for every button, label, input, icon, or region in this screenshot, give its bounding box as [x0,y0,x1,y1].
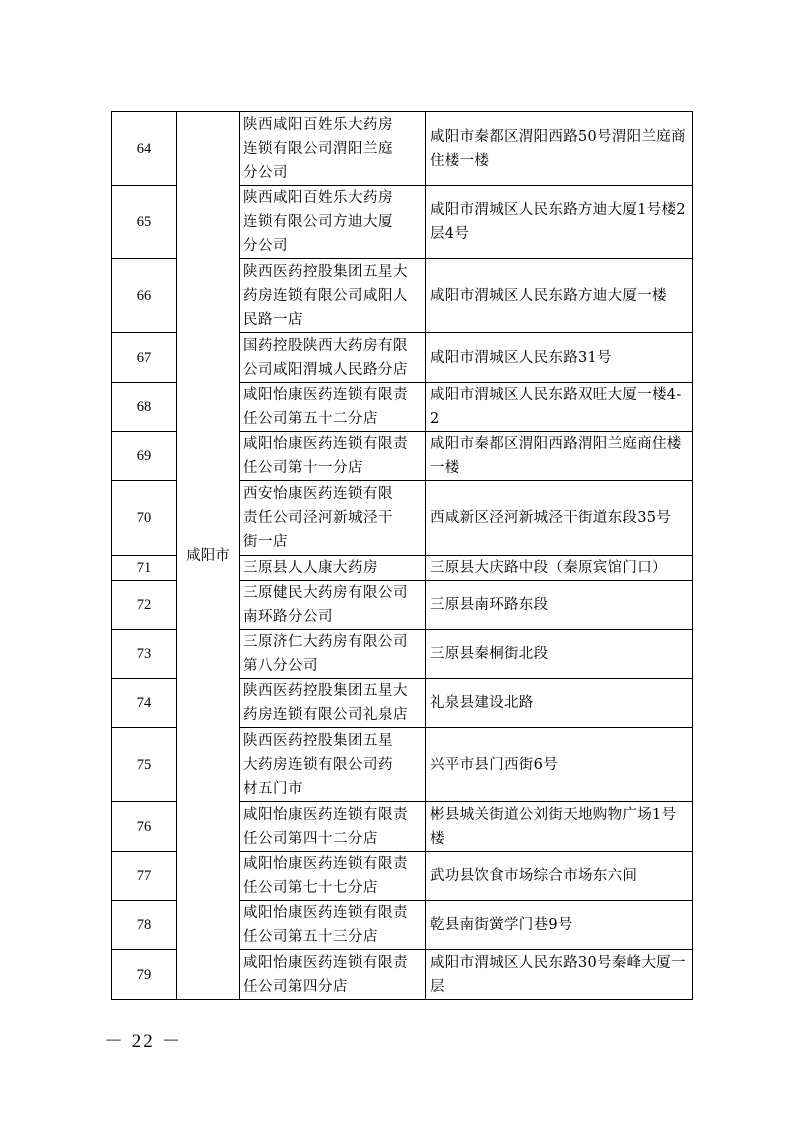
pharmacy-name-line: 咸阳怡康医药连锁有限责 [243,387,408,403]
pharmacy-name-cell [240,852,426,901]
address-text: 礼泉县建设北路 [430,695,534,711]
address-text: 咸阳市渭城区人民东路方迪大厦一楼 [430,287,667,304]
pharmacy-name-line: 三原健民大药房有限公司 [243,585,408,601]
pharmacy-name-line: 材五门市 [243,780,303,797]
pharmacy-name-line: 任公司第五十三分店 [243,929,378,945]
row-number: 69 [112,432,177,481]
address-text: 咸阳市渭城区人民东路31号 [430,349,612,366]
pharmacy-name-cell [240,679,426,728]
address-cell [426,852,693,901]
pharmacy-name-cell [240,383,426,432]
row-number: 77 [112,852,177,901]
row-number: 79 [112,950,177,1000]
row-number: 70 [112,481,177,556]
pharmacy-name-line: 陕西医药控股集团五星大 [243,683,408,699]
address-cell [426,333,693,383]
row-number: 72 [112,581,177,630]
address-cell [426,679,693,728]
row-number: 73 [112,630,177,679]
pharmacy-name-line: 咸阳怡康医药连锁有限责 [243,905,408,921]
address-text: 乾县南街黉学门巷9号 [430,917,573,933]
address-text: 三原县大庆路中段（秦原宾馆门口） [430,560,667,576]
pharmacy-name-cell [240,112,426,186]
address-text: 咸阳市秦都区渭阳西路50号渭阳兰庭商住楼一楼 [430,128,686,169]
pharmacy-name-cell [240,950,426,1000]
pharmacy-table [111,111,693,1000]
pharmacy-name-line: 咸阳怡康医药连锁有限责 [243,806,408,823]
address-text: 咸阳市渭城区人民东路30号秦峰大厦一层 [430,954,686,995]
pharmacy-name-line: 西安怡康医药连锁有限 [243,486,393,502]
row-number: 65 [112,186,177,259]
pharmacy-name-line: 民路一店 [243,311,303,328]
pharmacy-name-line: 药房连锁有限公司咸阳人 [243,287,408,304]
pharmacy-name-line: 责任公司泾河新城泾干 [243,510,393,526]
address-text: 咸阳市渭城区人民东路方迪大厦1号楼2层4号 [430,202,686,242]
pharmacy-name-cell [240,581,426,630]
address-text: 彬县城关街道公刘街天地购物广场1号楼 [430,806,677,847]
pharmacy-name-line: 连锁有限公司方迪大厦 [243,214,393,230]
pharmacy-name-line: 咸阳怡康医药连锁有限责 [243,954,408,971]
address-cell [426,259,693,333]
table-body [112,112,693,1000]
pharmacy-name-cell [240,802,426,852]
address-cell [426,556,693,581]
pharmacy-name-line: 任公司第四十二分店 [243,830,378,847]
row-number: 78 [112,901,177,950]
address-cell [426,630,693,679]
pharmacy-name-line: 分公司 [243,164,288,181]
address-cell [426,112,693,186]
pharmacy-name-cell [240,259,426,333]
pharmacy-name-cell [240,728,426,802]
pharmacy-name-line: 公司咸阳渭城人民路分店 [243,361,408,378]
table-row [112,112,693,186]
row-number: 75 [112,728,177,802]
pharmacy-name-cell [240,630,426,679]
address-text: 兴平市县门西街6号 [430,756,558,773]
pharmacy-name-cell [240,481,426,556]
pharmacy-name-line: 任公司第五十二分店 [243,411,378,427]
pharmacy-name-cell [240,901,426,950]
pharmacy-name-line: 咸阳怡康医药连锁有限责 [243,856,408,872]
address-cell [426,728,693,802]
address-cell [426,383,693,432]
pharmacy-name-line: 陕西咸阳百姓乐大药房 [243,190,393,206]
pharmacy-name-line: 分公司 [243,238,288,254]
pharmacy-name-line: 陕西咸阳百姓乐大药房 [243,116,393,133]
row-number: 74 [112,679,177,728]
address-text: 三原县秦桐街北段 [430,646,549,662]
pharmacy-name-line: 任公司第七十七分店 [243,880,378,896]
pharmacy-name-cell [240,186,426,259]
pharmacy-name-line: 第八分公司 [243,658,318,674]
pharmacy-name-line: 三原县人人康大药房 [243,560,378,576]
pharmacy-name-cell [240,432,426,481]
pharmacy-name-line: 陕西医药控股集团五星 [243,732,393,749]
pharmacy-name-line: 街一店 [243,534,288,550]
pharmacy-name-line: 药房连锁有限公司礼泉店 [243,707,408,723]
pharmacy-name-line: 连锁有限公司渭阳兰庭 [243,140,393,157]
pharmacy-name-line: 咸阳怡康医药连锁有限责 [243,436,408,452]
address-cell [426,186,693,259]
address-text: 西咸新区泾河新城泾干街道东段35号 [430,510,672,526]
address-cell [426,432,693,481]
pharmacy-name-line: 三原济仁大药房有限公司 [243,634,408,650]
address-text: 咸阳市秦都区渭阳西路渭阳兰庭商住楼一楼 [430,436,682,476]
row-number: 68 [112,383,177,432]
row-number: 71 [112,556,177,581]
city-cell: 咸阳市 [177,112,240,1000]
pharmacy-name-line: 南环路分公司 [243,609,333,625]
address-text: 武功县饮食市场综合市场东六间 [430,868,638,884]
address-cell [426,802,693,852]
address-cell [426,581,693,630]
pharmacy-name-line: 任公司第十一分店 [243,460,363,476]
pharmacy-name-line: 大药房连锁有限公司药 [243,756,393,773]
address-text: 三原县南环路东段 [430,597,549,613]
pharmacy-name-line: 任公司第四分店 [243,978,348,995]
row-number: 67 [112,333,177,383]
page-number: － 22 － [104,1031,183,1052]
pharmacy-name-line: 国药控股陕西大药房有限 [243,337,408,354]
row-number: 76 [112,802,177,852]
row-number: 66 [112,259,177,333]
address-text: 咸阳市渭城区人民东路双旺大厦一楼4-2 [430,387,682,427]
row-number: 64 [112,112,177,186]
address-cell [426,950,693,1000]
pharmacy-name-line: 陕西医药控股集团五星大 [243,263,408,280]
pharmacy-name-cell [240,333,426,383]
pharmacy-name-cell [240,556,426,581]
address-cell [426,901,693,950]
address-cell [426,481,693,556]
